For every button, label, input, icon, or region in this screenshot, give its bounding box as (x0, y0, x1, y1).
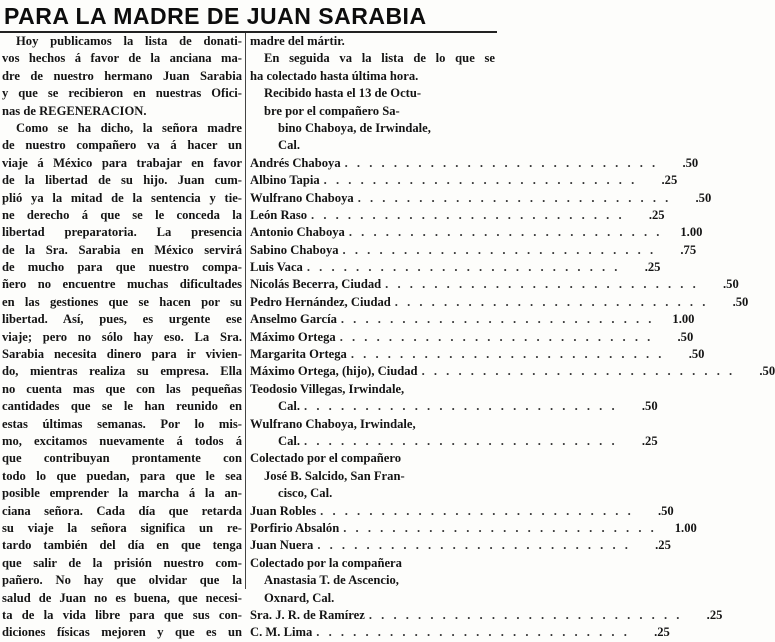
donation-row (250, 503, 674, 520)
donor-name: Margarita Ortega (250, 347, 347, 362)
text-line: Recibido hasta el 13 de Octu- (264, 86, 422, 101)
leader-dots: . . . . . . . . . . . . . . . . . . . . . . . . . . (340, 312, 655, 327)
text-line: vos hechos á favor de la anciana ma- (2, 51, 242, 66)
text-line: Anastasia T. de Ascencio, (264, 573, 399, 588)
donor-name: Wulfrano Chaboya, Irwindale, (250, 416, 416, 431)
text-line: ta de la vida libre para que sus con- (2, 607, 242, 622)
donation-amount: .75 (680, 242, 697, 257)
donation-amount: .50 (732, 294, 749, 309)
donation-amount: .50 (723, 277, 739, 292)
donor-name: Máximo Ortega (250, 329, 336, 344)
donor-name: Nicolás Becerra, Ciudad (250, 277, 382, 292)
text-line: de la Sra. Sarabia en México servirá (2, 242, 242, 257)
leader-dots: . . . . . . . . . . . . . . . . . . . . . . . . . . (304, 399, 618, 414)
donor-name: Sra. J. R. de Ramírez (250, 607, 365, 622)
donation-row (250, 381, 495, 398)
text-line: de nuestro compañero va á hacer un (2, 138, 242, 153)
text-line: do, mientras realiza su empresa. Ella (2, 364, 242, 379)
donation-row (250, 224, 703, 241)
donation-row (250, 537, 671, 554)
donation-row (250, 242, 697, 259)
donation-row (250, 346, 705, 363)
text-line: Hoy publicamos la lista de donati- (16, 34, 242, 48)
leader-dots: . . . . . . . . . . . . . . . . . . . . . . . . . . (306, 260, 621, 275)
text-line: Como se ha dicho, la señora madre (16, 120, 242, 135)
text-line: ñero no encuentre muchas dificultades (2, 277, 242, 292)
leader-dots: . . . . . . . . . . . . . . . . . . . . . . . . . . (421, 364, 736, 379)
text-line: ciana señora. Cada día que retarda (2, 503, 242, 518)
donation-row (250, 520, 697, 537)
text-line: plió ya la mitad de la sentencia y tie- (2, 190, 242, 205)
donation-row (250, 311, 695, 328)
leader-dots: . . . . . . . . . . . . . . . . . . . . . . . . . . (385, 277, 699, 292)
text-line: bre por el compañero Sa- (264, 103, 400, 118)
donation-amount: .25 (648, 207, 665, 222)
donation-row (250, 276, 739, 293)
donor-name: Luis Vaca (250, 260, 303, 275)
donation-amount: .25 (706, 607, 723, 622)
text-line: posible emprender la marcha á la an- (2, 486, 242, 501)
text-line: ne derecho á que se le conceda la (2, 207, 242, 222)
donation-row (250, 294, 749, 311)
text-line: bino Chaboya, de Irwindale, (278, 120, 431, 135)
text-line: cisco, Cal. (278, 486, 333, 501)
text-line: cantidades que se le han reunido en (2, 399, 242, 414)
donation-amount: .25 (655, 538, 671, 553)
donation-amount: .50 (641, 399, 658, 414)
donor-name: Pedro Hernández, Ciudad (250, 294, 391, 309)
leader-dots: . . . . . . . . . . . . . . . . . . . . . . . . . . (343, 520, 657, 535)
donor-name: Wulfrano Chaboya (250, 190, 354, 205)
leader-dots: . . . . . . . . . . . . . . . . . . . . . . . . . . (394, 294, 709, 309)
leader-dots: . . . . . . . . . . . . . . . . . . . . . . . . . . (323, 173, 638, 188)
text-line: pañero. No hay que olvidar que la (2, 573, 242, 588)
donor-name: Anselmo García (250, 312, 337, 327)
donor-name: C. M. Lima (250, 625, 313, 640)
leader-dots: . . . . . . . . . . . . . . . . . . . . . . . . . . (339, 329, 654, 344)
text-line: no cuenta mas que con las pequeñas (2, 381, 242, 396)
donation-row (250, 363, 775, 380)
text-line: Sarabia necesita dinero para ir vivien- (2, 347, 242, 362)
donor-name: Cal. (278, 433, 301, 448)
donor-name: Andrés Chaboya (250, 155, 341, 170)
donor-name: Albino Tapia (250, 173, 320, 188)
donor-name: Sabino Chaboya (250, 242, 339, 257)
donation-amount: 1.00 (674, 520, 697, 535)
text-line: nas de REGENERACION. (2, 103, 147, 118)
text-line: Oxnard, Cal. (264, 590, 335, 605)
leader-dots: . . . . . . . . . . . . . . . . . . . . . . . . . . (316, 625, 630, 640)
donation-row (250, 607, 723, 624)
leader-dots: . . . . . . . . . . . . . . . . . . . . . . . . . . (320, 503, 634, 518)
text-line: José B. Salcido, San Fran- (264, 468, 405, 483)
donation-amount: .25 (641, 433, 658, 448)
leader-dots: . . . . . . . . . . . . . . . . . . . . . . . . . . (357, 190, 672, 205)
donation-row (250, 398, 658, 415)
donor-name: Máximo Ortega, (hijo), Ciudad (250, 364, 418, 379)
text-line: su viaje la señora significa un re- (2, 520, 242, 535)
text-line: mo, excitamos nuevamente á todos á (2, 433, 242, 448)
text-line: estas últimas semanas. Por lo mis- (2, 416, 242, 431)
text-line: Cal. (278, 138, 301, 153)
leader-dots: . . . . . . . . . . . . . . . . . . . . . . . . . . (342, 242, 657, 257)
donor-name: Juan Nuera (250, 538, 314, 553)
donor-name: Juan Robles (250, 503, 317, 518)
donation-row (250, 190, 712, 207)
text-line: Colectado por el compañero (250, 451, 401, 466)
text-line: Colectado por la compañera (250, 555, 402, 570)
text-line: ha colectado hasta última hora. (250, 68, 419, 83)
text-line: viaje; pero no sólo hay eso. La Sra. (2, 329, 242, 344)
donation-amount: .25 (644, 260, 661, 275)
text-line: libertad preparatoria. La presencia (2, 225, 242, 240)
donor-name: Porfirio Absalón (250, 520, 340, 535)
text-line: que salir de la prisión nuestro com- (2, 555, 242, 570)
left-column (2, 33, 242, 642)
donation-amount: 1.00 (672, 312, 695, 327)
text-line: salud de Juan no es buena, que necesi- (2, 590, 242, 605)
leader-dots: . . . . . . . . . . . . . . . . . . . . . . . . . . (348, 225, 663, 240)
donor-name: Antonio Chaboya (250, 225, 345, 240)
text-line: diciones físicas mejoren y que es un (2, 625, 242, 640)
leader-dots: . . . . . . . . . . . . . . . . . . . . . . . . . . (368, 607, 683, 622)
leader-dots: . . . . . . . . . . . . . . . . . . . . . . . . . . (350, 347, 665, 362)
donation-amount: .50 (677, 329, 694, 344)
donation-amount: .25 (661, 173, 678, 188)
text-line: En seguida va la lista de lo que se (264, 51, 495, 66)
donation-row (250, 155, 699, 172)
donation-amount: .50 (695, 190, 712, 205)
leader-dots: . . . . . . . . . . . . . . . . . . . . . . . . . . (344, 155, 659, 170)
right-column (250, 33, 775, 642)
column-divider (245, 33, 246, 589)
article-headline: PARA LA MADRE DE JUAN SARABIA (4, 3, 427, 29)
donation-row (250, 172, 678, 189)
text-line: tardo también del día en que tenga (2, 538, 242, 553)
donation-row (250, 624, 670, 641)
donation-amount: .25 (654, 625, 670, 640)
text-line: libertad. Así, pues, es urgente ese (2, 312, 242, 327)
donation-amount: .50 (759, 364, 775, 379)
leader-dots: . . . . . . . . . . . . . . . . . . . . . . . . . . (311, 207, 625, 222)
donation-row (250, 329, 694, 346)
donation-row (250, 207, 665, 224)
donor-name: Cal. (278, 399, 301, 414)
text-line: de la libertad de su hijo. Juan cum- (2, 173, 242, 188)
donation-amount: .50 (688, 347, 705, 362)
donation-row (250, 416, 495, 433)
text-line: madre del mártir. (250, 34, 345, 48)
donation-amount: .50 (682, 155, 699, 170)
text-line: dre de nuestro hermano Juan Sarabia (2, 68, 242, 83)
leader-dots: . . . . . . . . . . . . . . . . . . . . . . . . . . (317, 538, 631, 553)
donation-amount: 1.00 (680, 225, 703, 240)
donation-amount: .50 (657, 503, 674, 518)
text-line: y que se recibieron en nuestras Ofici- (2, 86, 242, 101)
donation-row (250, 259, 661, 276)
leader-dots: . . . . . . . . . . . . . . . . . . . . . . . . . . (304, 433, 618, 448)
text-line: en las gestiones que se hacen por su (2, 294, 242, 309)
text-line: que contribuyan prontamente con (2, 451, 242, 466)
text-line: viaje á México para trabajar en favor (2, 155, 242, 170)
text-line: de mucho para que nuestro compa- (2, 260, 242, 275)
donation-row (250, 433, 658, 450)
donor-name: León Raso (250, 207, 308, 222)
donor-name: Teodosio Villegas, Irwindale, (250, 381, 405, 396)
text-line: todo lo que puedan, para que le sea (2, 468, 242, 483)
